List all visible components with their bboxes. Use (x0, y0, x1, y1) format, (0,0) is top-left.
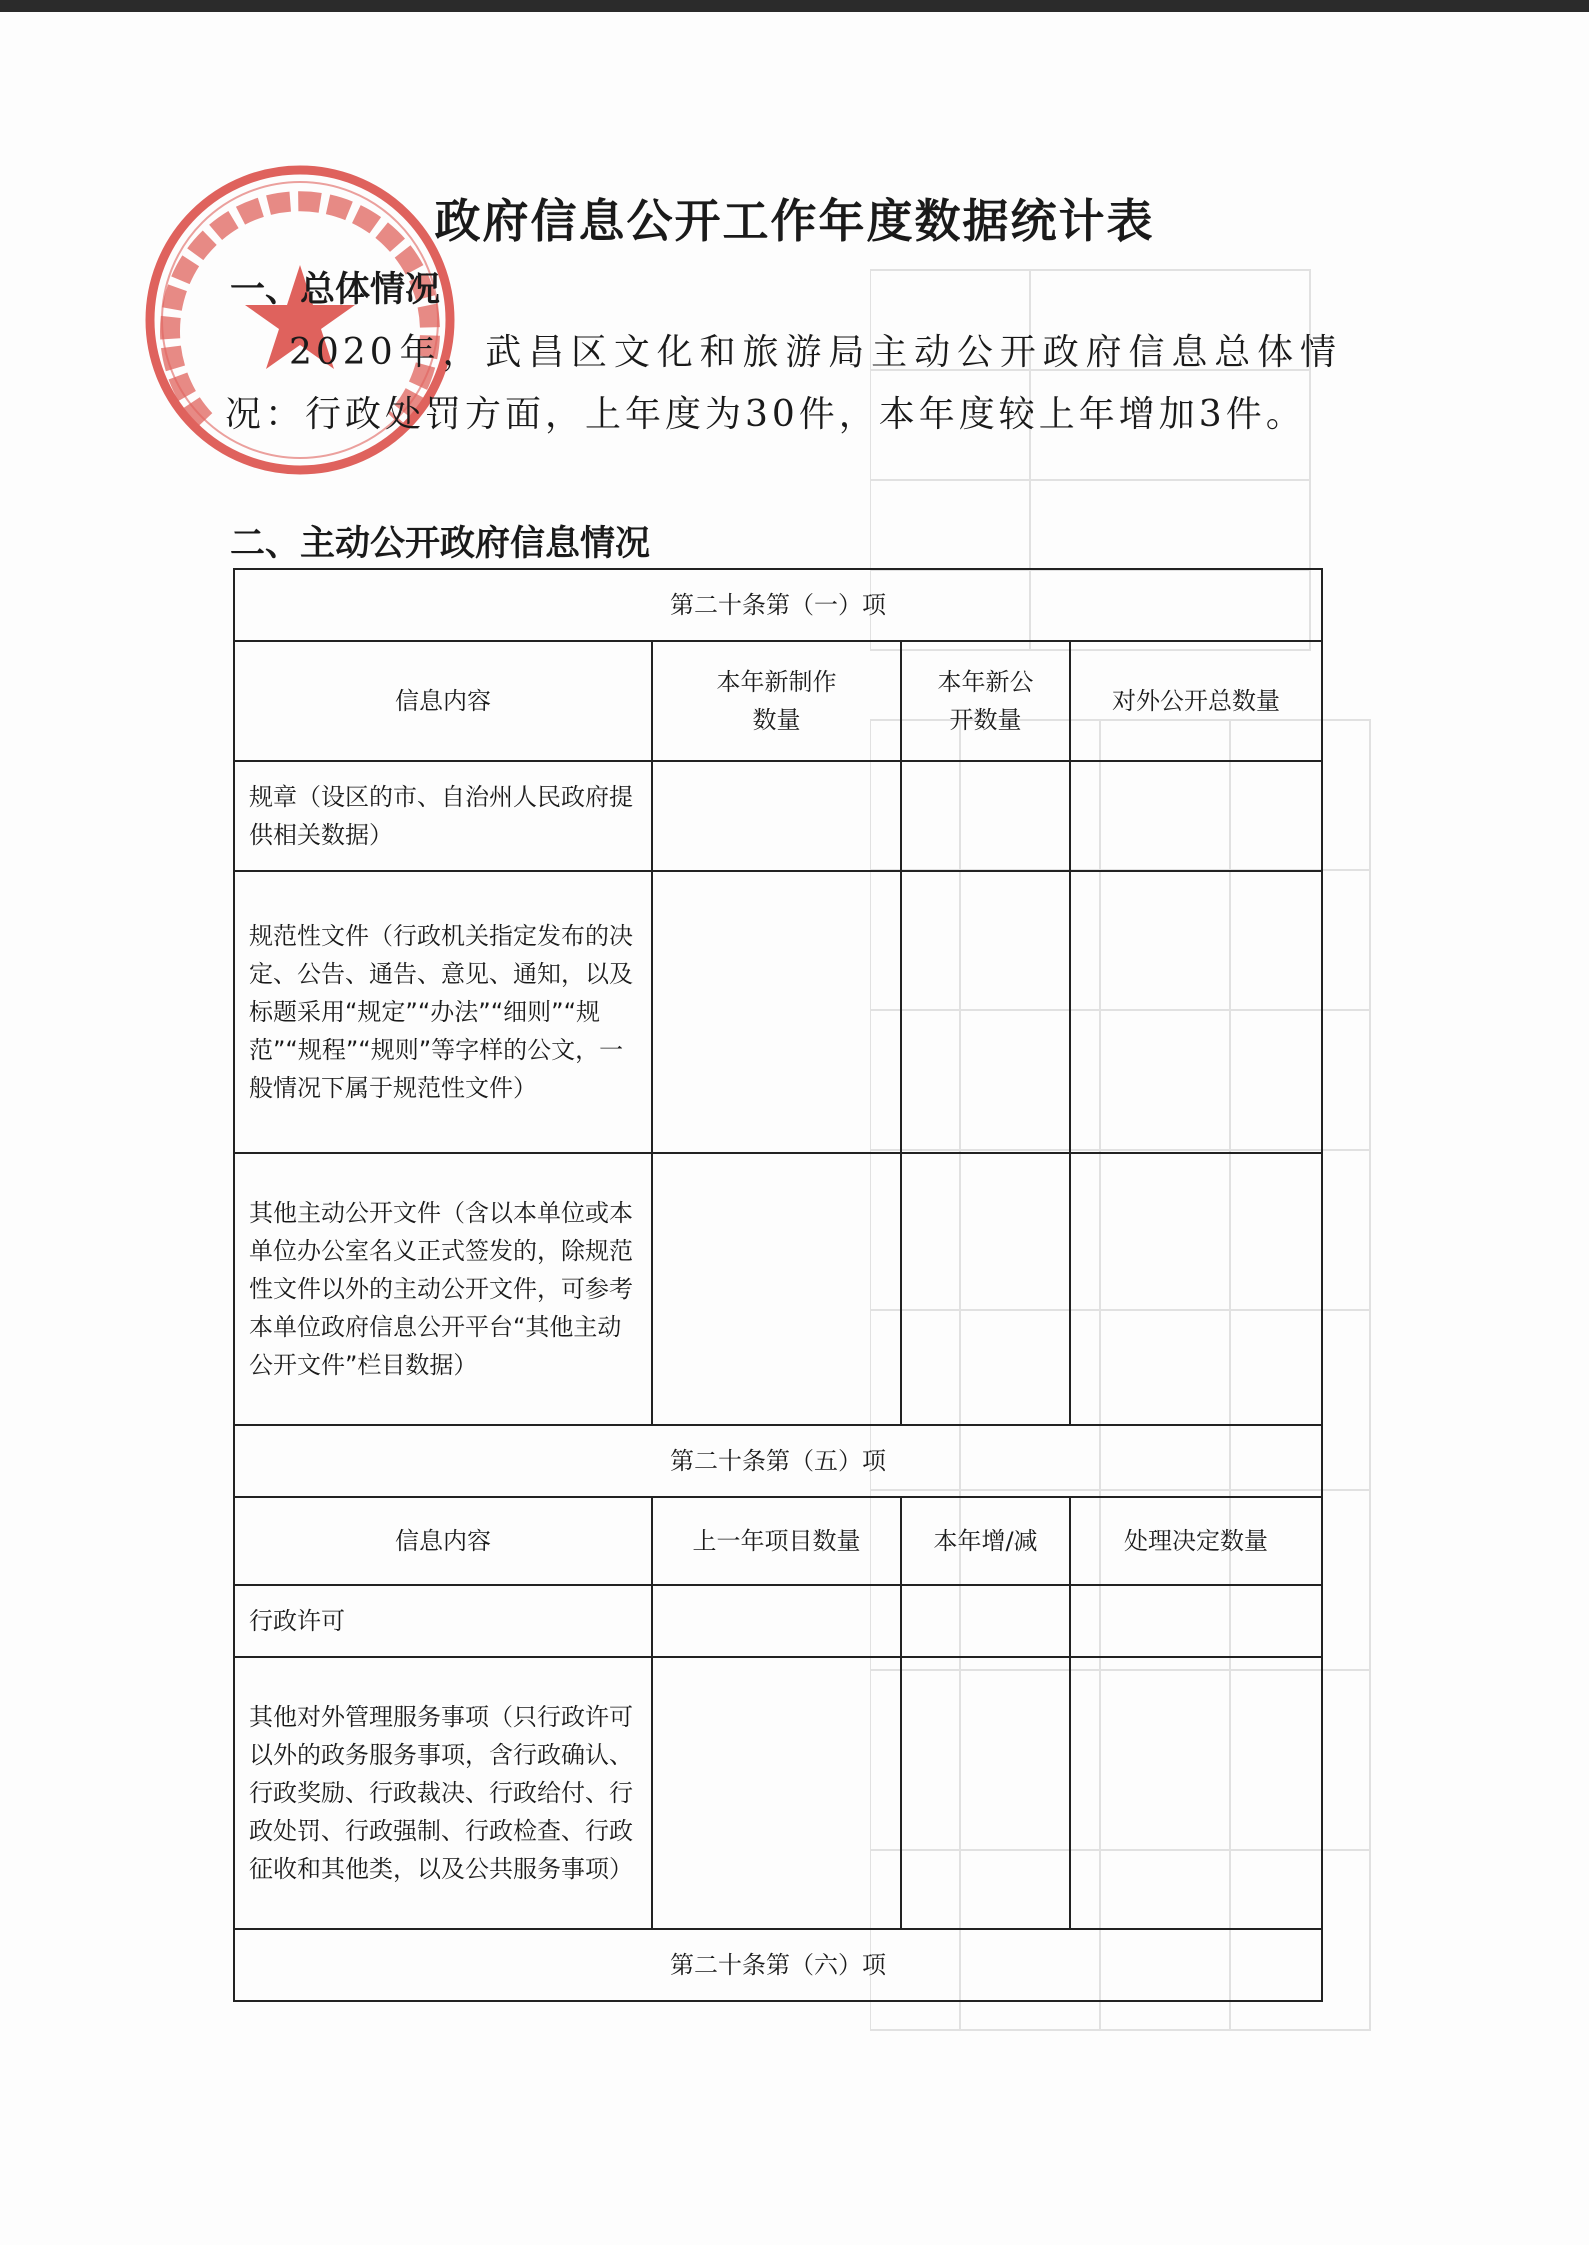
column-header: 本年新制作数量 (652, 641, 901, 761)
cell-change (901, 1585, 1070, 1657)
row-content-label: 规范性文件（行政机关指定发布的决定、公告、通告、意见、通知，以及标题采用“规定”“办法”“细则”“规范”“规程”“规则”等字样的公文，一般情况下属于规范性文件） (234, 871, 652, 1153)
cell-prev (652, 1657, 901, 1929)
table-row (234, 1585, 1322, 1657)
table-row (234, 761, 1322, 871)
row-content-label: 规章（设区的市、自治州人民政府提供相关数据） (234, 761, 652, 871)
cell-new-made (652, 871, 901, 1153)
overall-paragraph: 2020年，武昌区文化和旅游局主动公开政府信息总体情况：行政处罚方面，上年度为30件，本年度较上年增加3件。 (225, 332, 1340, 435)
disclosure-stats-table (233, 568, 1323, 2002)
cell-new-made (652, 761, 901, 871)
cell-total (1070, 871, 1322, 1153)
row-content-label: 其他主动公开文件（含以本单位或本单位办公室名义正式签发的，除规范性文件以外的主动公开文件，可参考本单位政府信息公开平台“其他主动公开文件”栏目数据） (234, 1153, 652, 1425)
cell-total (1070, 1153, 1322, 1425)
row-content-label: 其他对外管理服务事项（只行政许可以外的政务服务事项，含行政确认、行政奖励、行政裁决、行政给付、行政处罚、行政强制、行政检查、行政征收和其他类，以及公共服务事项） (234, 1657, 652, 1929)
cell-prev (652, 1585, 901, 1657)
cell-new-public (901, 761, 1070, 871)
table-row (234, 871, 1322, 1153)
table-row (234, 1153, 1322, 1425)
cell-decisions (1070, 1585, 1322, 1657)
table-section-title-20-1: 第二十条第（一）项 (234, 569, 1322, 641)
column-header: 本年增/减 (901, 1497, 1070, 1585)
column-header: 对外公开总数量 (1070, 641, 1322, 761)
cell-decisions (1070, 1657, 1322, 1929)
cell-change (901, 1657, 1070, 1929)
cell-new-public (901, 1153, 1070, 1425)
section-heading-overall: 一、总体情况 (230, 270, 441, 310)
cell-new-made (652, 1153, 901, 1425)
table-section-title-20-6: 第二十条第（六）项 (234, 1929, 1322, 2001)
cell-total (1070, 761, 1322, 871)
table-row (234, 1657, 1322, 1929)
section-heading-active-disclosure: 二、主动公开政府信息情况 (230, 524, 651, 564)
row-content-label: 行政许可 (234, 1585, 652, 1657)
page-title: 政府信息公开工作年度数据统计表 (434, 194, 1155, 248)
column-header: 信息内容 (234, 1497, 652, 1585)
cell-new-public (901, 871, 1070, 1153)
column-header: 信息内容 (234, 641, 652, 761)
column-header: 上一年项目数量 (652, 1497, 901, 1585)
table-header-row (234, 641, 1322, 761)
column-header: 本年新公开数量 (901, 641, 1070, 761)
table-header-row (234, 1497, 1322, 1585)
scan-top-edge (0, 0, 1589, 12)
table-section-title-20-5: 第二十条第（五）项 (234, 1425, 1322, 1497)
column-header: 处理决定数量 (1070, 1497, 1322, 1585)
